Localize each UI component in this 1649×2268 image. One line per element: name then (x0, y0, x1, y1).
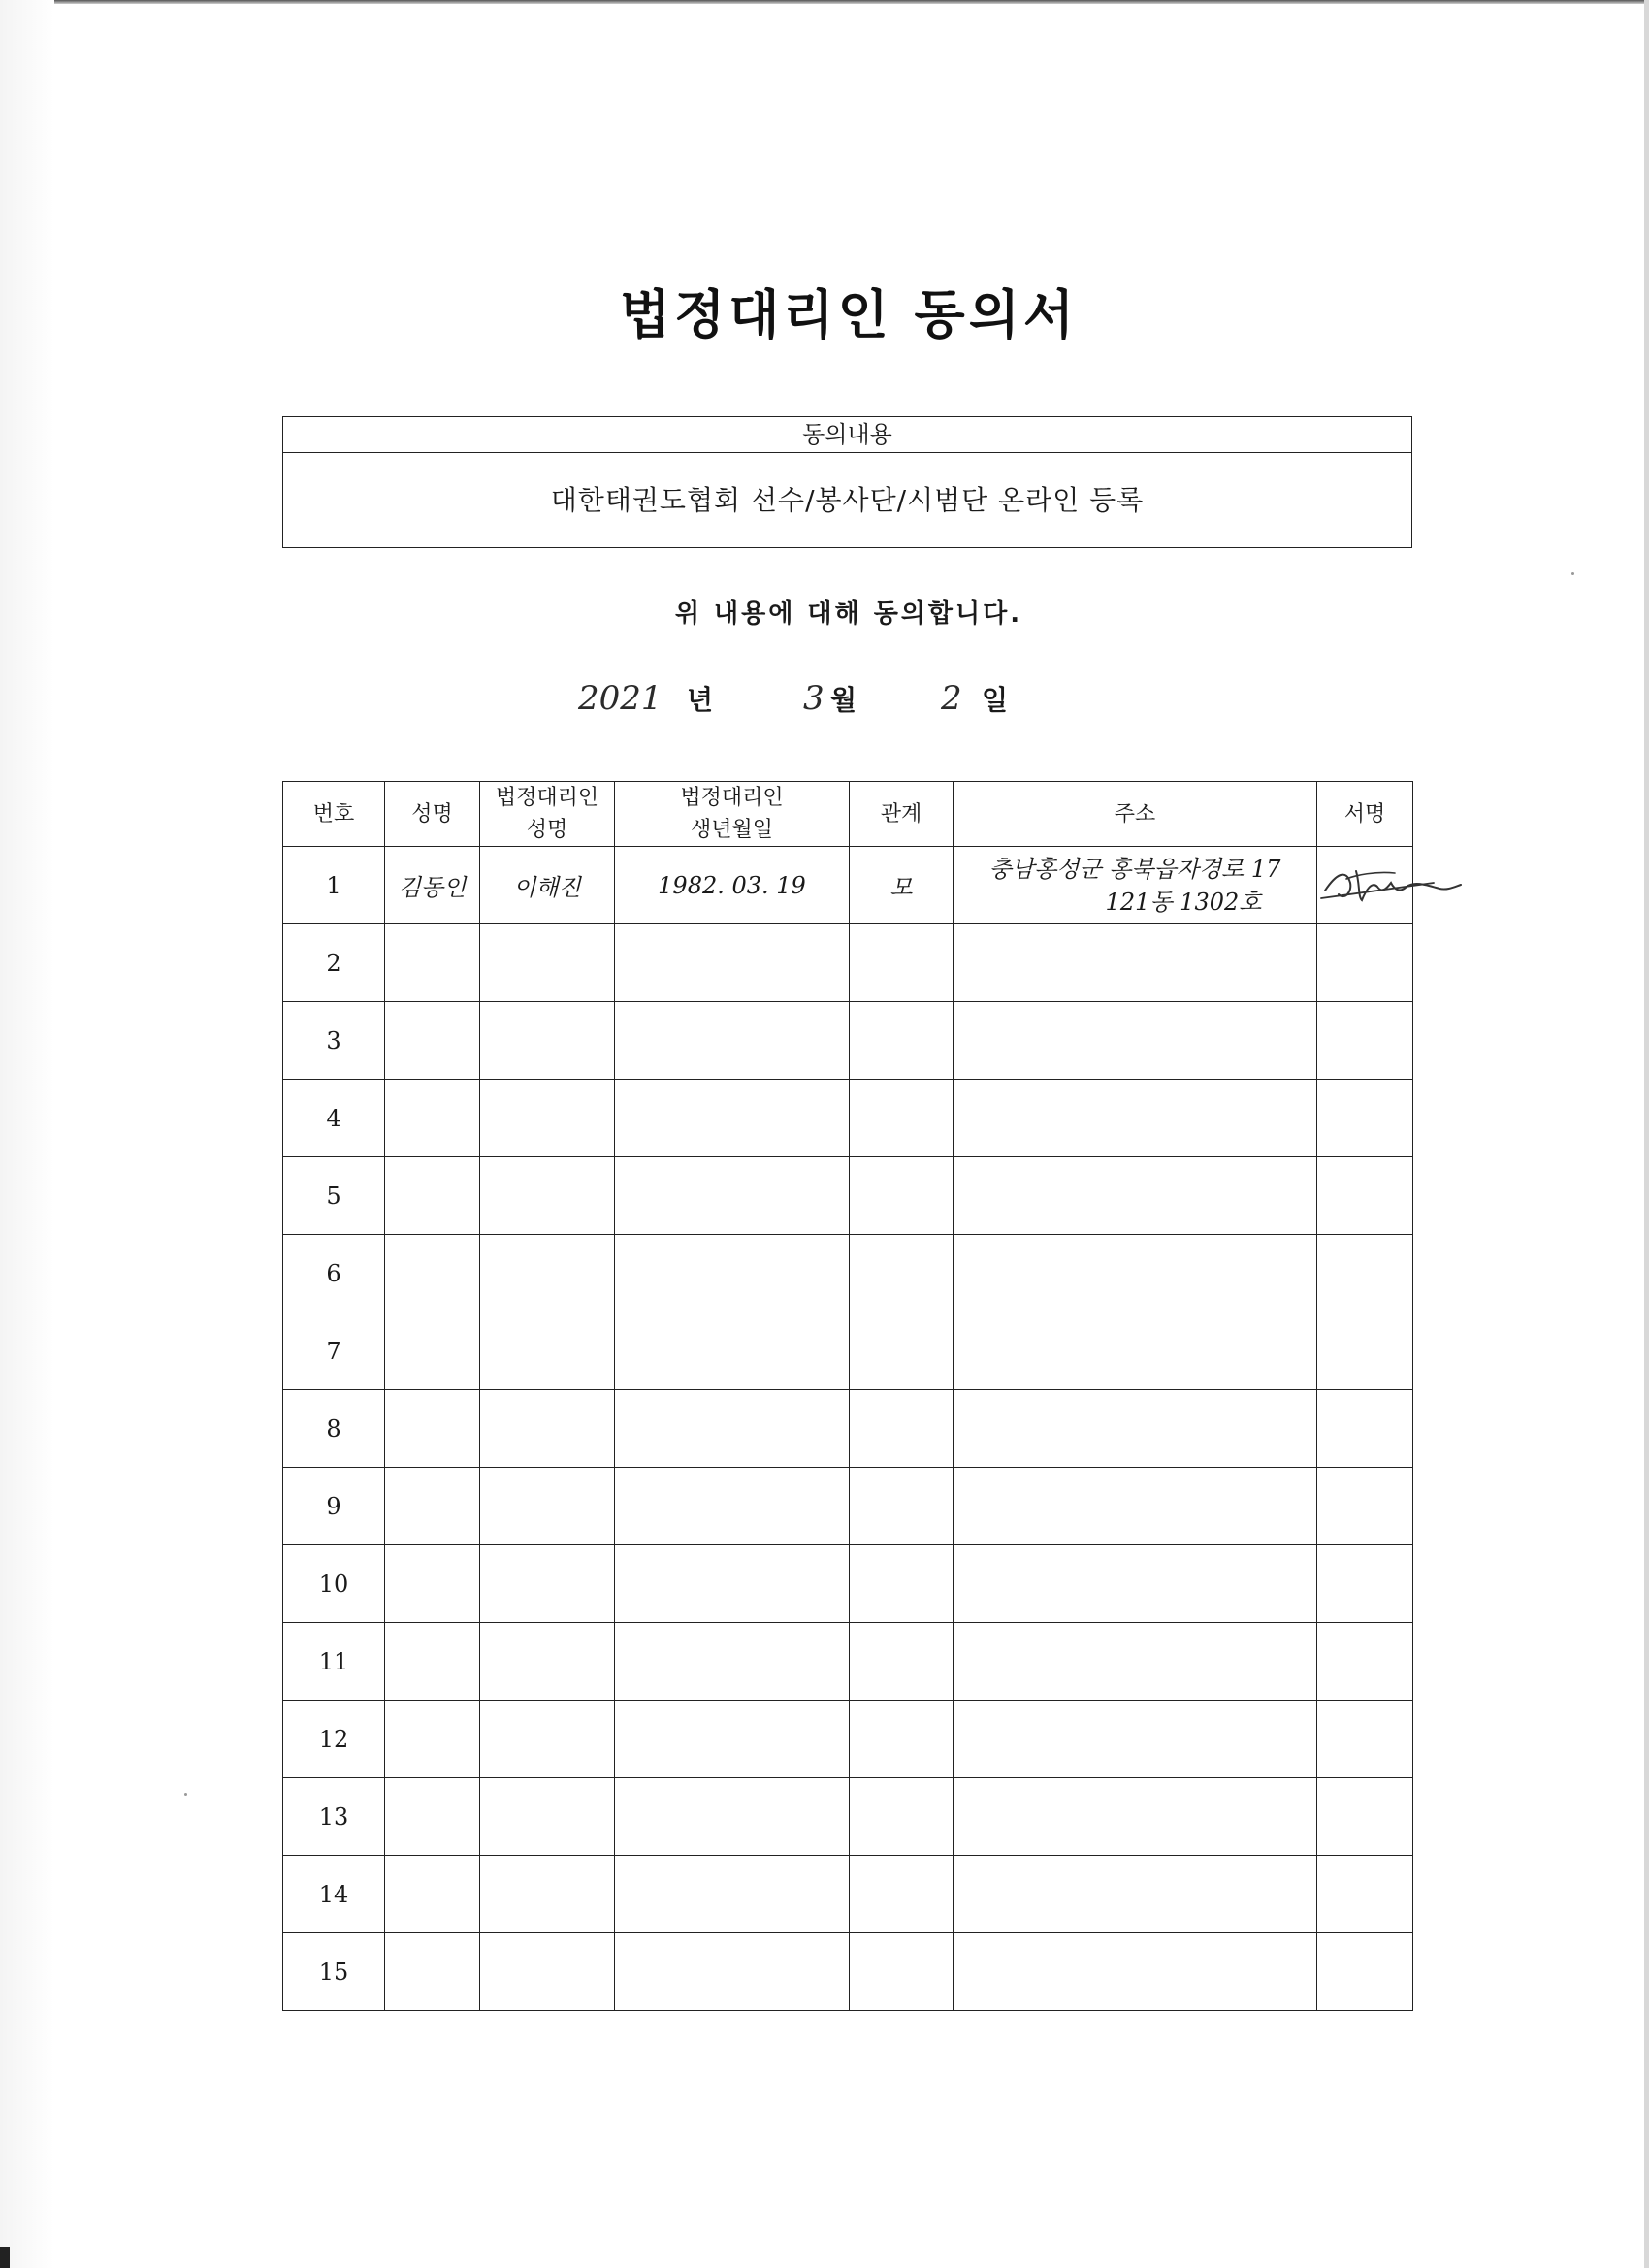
header-address: 주소 (954, 782, 1317, 847)
guardian-birthdate (615, 1545, 850, 1623)
guardian-address (954, 1235, 1317, 1312)
row-number: 12 (283, 1701, 385, 1778)
table-row (283, 1390, 1413, 1468)
row-number: 10 (283, 1545, 385, 1623)
signature-cell (1317, 1312, 1413, 1390)
guardian-address (954, 1002, 1317, 1080)
student-name (385, 1080, 480, 1157)
row-number: 14 (283, 1856, 385, 1933)
guardian-address (954, 847, 1317, 924)
agreement-statement: 위 내용에 대해 동의합니다. (674, 599, 1023, 629)
guardian-name (480, 1468, 615, 1545)
row-number: 5 (283, 1157, 385, 1235)
date-day: 2 (941, 679, 962, 718)
scan-speck (184, 1793, 187, 1796)
guardian-address (954, 1623, 1317, 1701)
table-row (283, 1312, 1413, 1390)
table-row (283, 1468, 1413, 1545)
guardian-name: 이해진 (480, 847, 615, 924)
guardian-birthdate (615, 1312, 850, 1390)
student-name (385, 1157, 480, 1235)
student-name (385, 1545, 480, 1623)
table-row (283, 924, 1413, 1002)
guardian-name (480, 1545, 615, 1623)
guardian-name (480, 1002, 615, 1080)
student-name (385, 1856, 480, 1933)
signature-cell (1317, 1080, 1413, 1157)
header-name: 성명 (385, 782, 480, 847)
guardian-address (954, 1390, 1317, 1468)
signature-cell (1317, 1623, 1413, 1701)
table-row (283, 1778, 1413, 1856)
guardian-birthdate (615, 1933, 850, 2011)
header-relation: 관계 (850, 782, 954, 847)
guardian-birthdate (615, 1778, 850, 1856)
guardian-birthdate (615, 1080, 850, 1157)
address-line-1: 충남홍성군 홍북읍자경로 17 (988, 855, 1281, 883)
signature-cell (1317, 1545, 1413, 1623)
guardian-address (954, 1933, 1317, 2011)
row-number: 13 (283, 1778, 385, 1856)
guardian-name (480, 1390, 615, 1468)
guardian-address (954, 1701, 1317, 1778)
row-number: 11 (283, 1623, 385, 1701)
guardian-relation (850, 1080, 954, 1157)
row-number: 3 (283, 1002, 385, 1080)
guardian-birthdate (615, 924, 850, 1002)
header-guardian-birth (615, 782, 850, 847)
row-number: 7 (283, 1312, 385, 1390)
guardian-relation (850, 1778, 954, 1856)
date-day-unit: 일 (982, 684, 1009, 716)
guardian-name (480, 924, 615, 1002)
signature-cell (1317, 1778, 1413, 1856)
student-name (385, 1468, 480, 1545)
student-name: 김동인 (385, 847, 480, 924)
signature-cell (1317, 1933, 1413, 2011)
student-name (385, 1235, 480, 1312)
table-row (283, 1235, 1413, 1312)
row-number: 8 (283, 1390, 385, 1468)
guardian-birthdate (615, 1235, 850, 1312)
row-number: 15 (283, 1933, 385, 2011)
date-year: 2021 (578, 679, 663, 718)
table-row (283, 1080, 1413, 1157)
table-row (283, 1701, 1413, 1778)
guardian-address (954, 1157, 1317, 1235)
table-row (283, 1856, 1413, 1933)
signature-cell (1317, 847, 1413, 924)
guardian-name (480, 1157, 615, 1235)
table-row (283, 847, 1413, 924)
signature-cell (1317, 1701, 1413, 1778)
student-name (385, 924, 480, 1002)
consent-content: 대한태권도협회 선수/봉사단/시범단 온라인 등록 (550, 484, 1145, 516)
student-name (385, 1778, 480, 1856)
guardian-birthdate: 1982. 03. 19 (615, 847, 850, 924)
student-name (385, 1312, 480, 1390)
table-row (283, 1545, 1413, 1623)
guardian-address (954, 1468, 1317, 1545)
student-name (385, 1701, 480, 1778)
guardian-name (480, 1235, 615, 1312)
student-name (385, 1390, 480, 1468)
student-name (385, 1933, 480, 2011)
header-guardian-name (480, 782, 615, 847)
signature-cell (1317, 1856, 1413, 1933)
row-number: 2 (283, 924, 385, 1002)
guardian-relation (850, 1623, 954, 1701)
guardian-relation (850, 1002, 954, 1080)
header-signature: 서명 (1317, 782, 1413, 847)
document-title: 법정대리인 동의서 (619, 284, 1079, 345)
signature-cell (1317, 1235, 1413, 1312)
guardian-relation (850, 1312, 954, 1390)
table-row (283, 1933, 1413, 2011)
guardian-birthdate (615, 1701, 850, 1778)
guardian-birthdate (615, 1468, 850, 1545)
guardian-name (480, 1933, 615, 2011)
guardian-relation: 모 (850, 847, 954, 924)
guardian-relation (850, 924, 954, 1002)
signature-cell (1317, 1002, 1413, 1080)
guardian-relation (850, 1235, 954, 1312)
guardian-birthdate (615, 1856, 850, 1933)
guardian-name (480, 1778, 615, 1856)
row-number: 6 (283, 1235, 385, 1312)
row-number: 4 (283, 1080, 385, 1157)
guardian-relation (850, 1545, 954, 1623)
guardian-name (480, 1856, 615, 1933)
scan-corner-mark (0, 2247, 10, 2268)
consent-header: 동의내용 (283, 417, 1411, 453)
handwritten-signature (1317, 861, 1463, 910)
registration-table (282, 781, 1413, 2011)
header-guardian-name-line1: 법정대리인 (495, 786, 599, 810)
address-line-2: 121동 1302호 (1105, 888, 1262, 916)
scan-speck (1571, 572, 1574, 575)
student-name (385, 1002, 480, 1080)
guardian-address (954, 1545, 1317, 1623)
guardian-address (954, 924, 1317, 1002)
header-guardian-name-line2: 성명 (526, 818, 568, 842)
guardian-address (954, 1080, 1317, 1157)
guardian-address (954, 1778, 1317, 1856)
guardian-relation (850, 1856, 954, 1933)
header-guardian-birth-line1: 법정대리인 (680, 786, 784, 810)
table-row (283, 1157, 1413, 1235)
guardian-birthdate (615, 1390, 850, 1468)
row-number: 1 (283, 847, 385, 924)
consent-box (282, 416, 1412, 548)
guardian-relation (850, 1701, 954, 1778)
guardian-name (480, 1312, 615, 1390)
student-name (385, 1623, 480, 1701)
guardian-birthdate (615, 1002, 850, 1080)
guardian-address (954, 1312, 1317, 1390)
signature-cell (1317, 924, 1413, 1002)
table-row (283, 1623, 1413, 1701)
guardian-birthdate (615, 1623, 850, 1701)
scan-edge-top (0, 0, 1649, 4)
signature-cell (1317, 1390, 1413, 1468)
guardian-relation (850, 1933, 954, 2011)
guardian-birthdate (615, 1157, 850, 1235)
table-header-row (283, 782, 1413, 847)
date-year-unit: 년 (687, 684, 714, 716)
guardian-address (954, 1856, 1317, 1933)
guardian-name (480, 1080, 615, 1157)
signature-cell (1317, 1468, 1413, 1545)
guardian-name (480, 1623, 615, 1701)
date-month-unit: 월 (830, 684, 857, 716)
guardian-relation (850, 1390, 954, 1468)
guardian-name (480, 1701, 615, 1778)
guardian-relation (850, 1468, 954, 1545)
table-row (283, 1002, 1413, 1080)
date-month: 3 (803, 679, 824, 718)
header-no: 번호 (283, 782, 385, 847)
row-number: 9 (283, 1468, 385, 1545)
signature-cell (1317, 1157, 1413, 1235)
guardian-relation (850, 1157, 954, 1235)
header-guardian-birth-line2: 생년월일 (690, 818, 773, 842)
